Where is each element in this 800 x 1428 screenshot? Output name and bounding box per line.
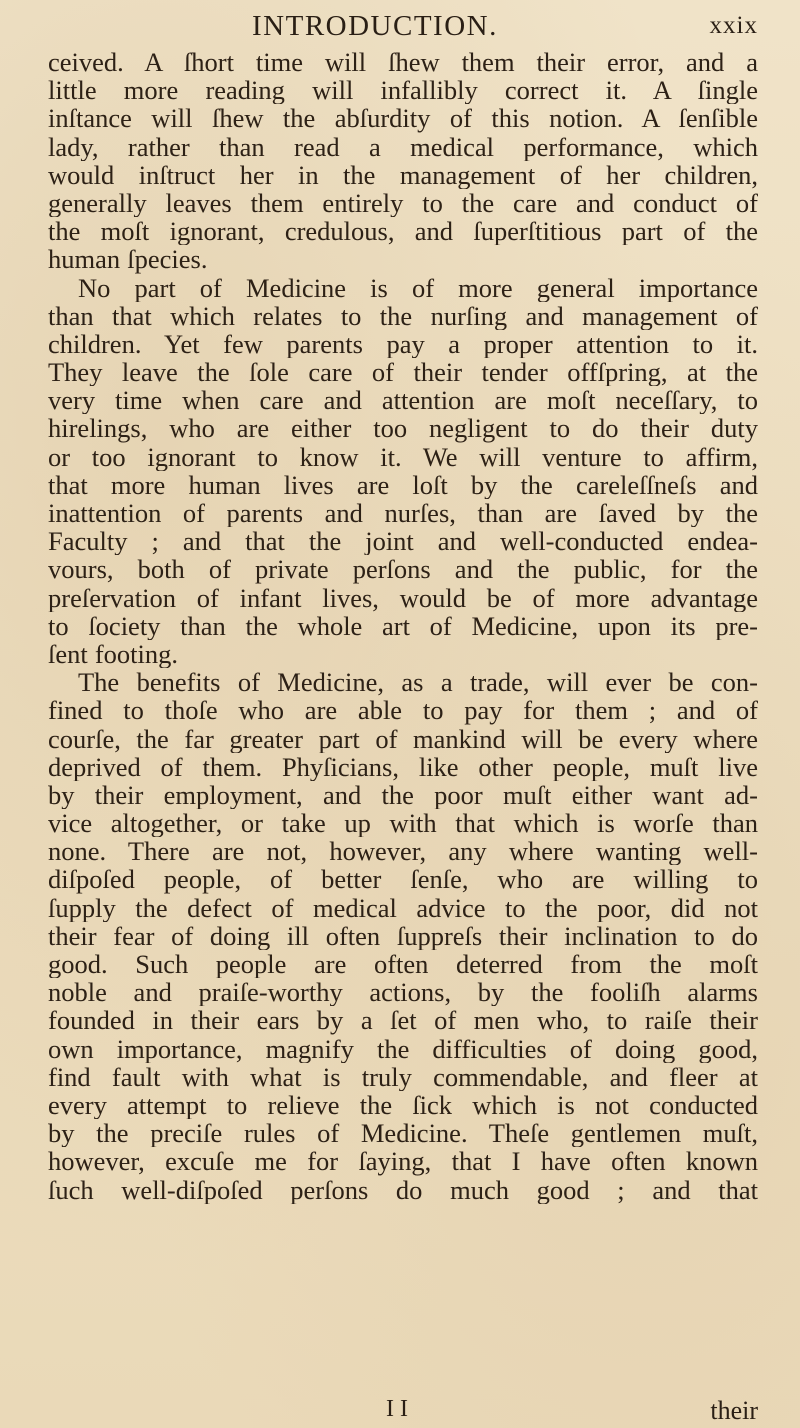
text-line: by the preciſe rules of Medicine. Theſe gentlemen muſt, (48, 1119, 758, 1148)
text-line: No part of Medicine is of more general importance (78, 273, 758, 302)
text-line: ſuch well-diſpoſed perſons do much good ; and that (48, 1175, 758, 1204)
text-line: ſupply the defect of medical advice to the poor, did not (48, 893, 758, 922)
running-title: INTRODUCTION. (252, 10, 498, 42)
text-line: children. Yet few parents pay a proper attention to it. (48, 329, 758, 359)
text-line: human ſpecies. (48, 245, 208, 274)
text-line: or too ignorant to know it. We will venture to affirm, (48, 442, 758, 471)
text-line: little more reading will infallibly correct it. A ſingle (48, 76, 758, 105)
text-line: none. There are not, however, any where wanting well- (48, 837, 758, 866)
signature-mark: I I (386, 1396, 408, 1422)
text-line: good. Such people are often deterred from the moſt (48, 950, 758, 979)
text-line: courſe, the far greater part of mankind will be every where (48, 724, 758, 753)
text-line: every attempt to relieve the ſick which is not conducted (48, 1090, 758, 1120)
text-line: generally leaves them entirely to the care and conduct of (48, 188, 758, 218)
text-line: preſervation of infant lives, would be of more advantage (48, 583, 758, 612)
text-line: fined to thoſe who are able to pay for them ; and of (48, 696, 758, 725)
text-line: very time when care and attention are moſt neceſſary, to (48, 386, 758, 415)
text-line: lady, rather than read a medical performance, which (48, 132, 758, 161)
text-line: The benefits of Medicine, as a trade, will ever be con- (78, 668, 758, 697)
text-line: own importance, magnify the difficulties of doing good, (48, 1034, 758, 1063)
text-line: vice altogether, or take up with that which is worſe than (48, 809, 758, 838)
text-line: find fault with what is truly commendable, and fleer at (48, 1062, 758, 1091)
page-number: xxix (709, 12, 758, 39)
text-line: ceived. A ſhort time will ſhew them their error, and a (48, 48, 758, 77)
text-line: Faculty ; and that the joint and well-conducted endea- (48, 527, 758, 556)
text-line: ſent footing. (48, 639, 179, 669)
text-line: however, excuſe me for ſaying, that I have often known (48, 1147, 758, 1176)
body-text (48, 48, 758, 1204)
text-line: diſpoſed people, of better ſenſe, who are willing to (48, 865, 758, 894)
text-line: hirelings, who are either too negligent to do their duty (48, 414, 758, 443)
text-line: than that which relates to the nurſing and management of (48, 301, 758, 330)
text-line: vours, both of private perſons and the public, for the (48, 555, 758, 584)
text-line: inſtance will ſhew the abſurdity of this notion. A ſenſible (48, 104, 758, 133)
text-line: would inſtruct her in the management of her children, (48, 160, 758, 189)
page-footer (0, 1396, 800, 1426)
text-line: by their employment, and the poor muſt either want ad- (48, 780, 758, 810)
running-head (0, 10, 800, 46)
text-line: the moſt ignorant, credulous, and ſuperſtitious part of the (48, 217, 758, 246)
text-line: founded in their ears by a ſet of men who, to raiſe their (48, 1006, 758, 1035)
text-line: deprived of them. Phyſicians, like other people, muſt live (48, 752, 758, 781)
text-line: their fear of doing ill often ſuppreſs their inclination to do (48, 921, 758, 950)
text-line: that more human lives are loſt by the careleſſneſs and (48, 470, 758, 499)
catchword: their (710, 1396, 758, 1425)
text-line: noble and praiſe-worthy actions, by the fooliſh alarms (48, 978, 758, 1007)
text-line: inattention of parents and nurſes, than are ſaved by the (48, 499, 758, 528)
text-line: to ſociety than the whole art of Medicine, upon its pre- (48, 611, 758, 640)
text-line: They leave the ſole care of their tender offſpring, at the (48, 358, 758, 387)
